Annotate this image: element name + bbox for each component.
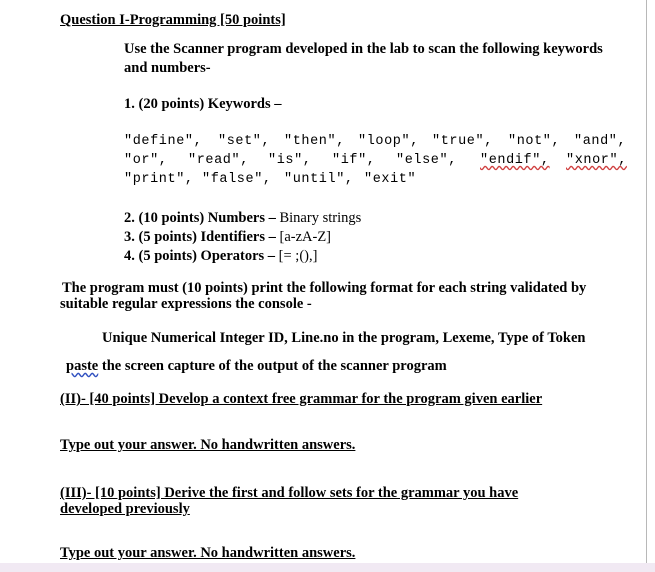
item-numbers-label: 2. (10 points) Numbers – xyxy=(124,210,276,226)
item-numbers-value: Binary strings xyxy=(279,210,362,226)
item-operators-value: [= ;(),] xyxy=(278,248,318,264)
keyword: "or", xyxy=(124,153,168,168)
format-line-1: The program must (10 points) print the following format for each string validated by xyxy=(62,280,587,296)
keyword: "is", xyxy=(268,153,312,168)
keyword: "then", xyxy=(284,134,345,149)
item-operators-label: 4. (5 points) Operators – xyxy=(124,248,276,264)
keyword: "endif", xyxy=(480,153,550,168)
keyword: "else", xyxy=(396,153,457,168)
question-2: (II)- [40 points] Develop a context free grammar for the program given earlier xyxy=(60,391,543,407)
keyword: "print", xyxy=(124,172,194,187)
paste-instruction xyxy=(66,358,447,375)
page-edge-rule xyxy=(646,0,647,572)
keyword: "exit" xyxy=(364,172,417,187)
item-identifiers-value: [a-zA-Z] xyxy=(279,229,331,245)
keyword: "and", xyxy=(574,134,627,149)
keyword: "set", xyxy=(218,134,271,149)
question-2-answer-note: Type out your answer. No handwritten answers. xyxy=(60,437,356,453)
question-3-line-1: (III)- [10 points] Derive the first and follow sets for the grammar you have xyxy=(60,485,519,501)
question-3-line-2: developed previously xyxy=(60,501,190,517)
item-numbers xyxy=(124,210,361,227)
item-operators xyxy=(124,248,317,265)
keyword: "define", xyxy=(124,134,203,149)
keyword: "xnor", xyxy=(566,153,627,168)
keyword: "read", xyxy=(188,153,249,168)
keyword: "not", xyxy=(508,134,561,149)
paste-word: paste xyxy=(66,358,99,374)
keyword: "loop", xyxy=(358,134,419,149)
question-title: Question I-Programming [50 points] xyxy=(60,12,286,28)
format-line-2: suitable regular expressions the console - xyxy=(60,296,312,312)
question-3-answer-note: Type out your answer. No handwritten answers. xyxy=(60,545,356,561)
keyword: "false", xyxy=(202,172,272,187)
intro-line-1: Use the Scanner program developed in the lab to scan the following keywords xyxy=(124,41,603,57)
item-identifiers xyxy=(124,229,331,246)
keyword: "true", xyxy=(432,134,493,149)
keyword: "if", xyxy=(332,153,376,168)
intro-line-2: and numbers- xyxy=(124,60,211,76)
page-bottom-band xyxy=(0,563,655,572)
format-spec: Unique Numerical Integer ID, Line.no in the program, Lexeme, Type of Token xyxy=(102,330,586,346)
keyword: "until", xyxy=(284,172,354,187)
item-identifiers-label: 3. (5 points) Identifiers – xyxy=(124,229,276,245)
item-keywords-label: 1. (20 points) Keywords – xyxy=(124,96,282,112)
paste-rest: the screen capture of the output of the scanner program xyxy=(98,358,447,374)
